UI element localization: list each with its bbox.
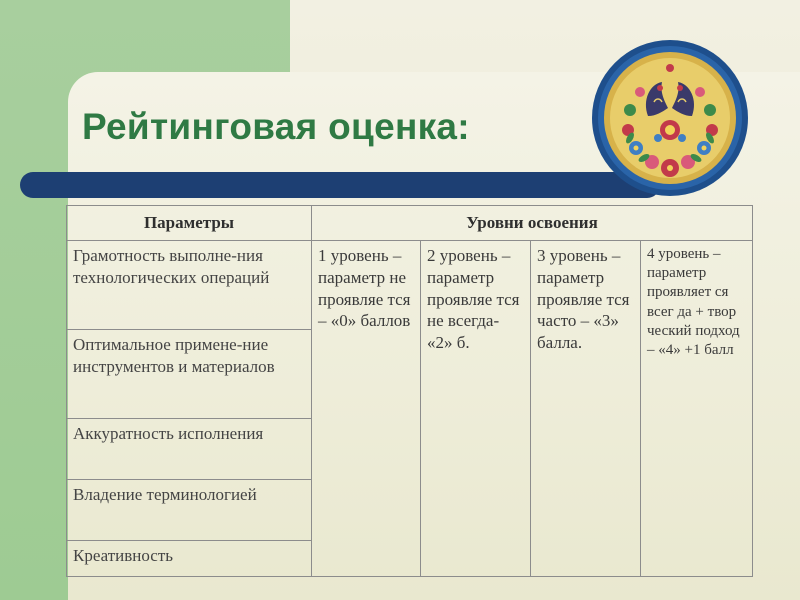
- level-2-cell: 2 уровень – параметр проявляе тся не всегда- «2» б.: [421, 241, 531, 577]
- parameter-cell: Грамотность выполне-ния технологических операций: [67, 241, 312, 330]
- level-1-cell: 1 уровень – параметр не проявляе тся – «0» баллов: [312, 241, 421, 577]
- parameter-cell: Оптимальное примене-ние инструментов и материалов: [67, 330, 312, 419]
- header-levels: Уровни освоения: [312, 206, 753, 241]
- level-3-cell: 3 уровень – параметр проявляе тся часто – «3» балла.: [531, 241, 641, 577]
- parameter-cell: Аккуратность исполнения: [67, 419, 312, 480]
- title-underline-bar: [20, 172, 660, 198]
- parameter-cell: Креативность: [67, 540, 312, 576]
- page-title: Рейтинговая оценка:: [82, 106, 470, 147]
- rating-table: [66, 205, 753, 577]
- parameter-cell: Владение терминологией: [67, 479, 312, 540]
- level-4-cell: 4 уровень – параметр проявляет ся всег да + твор ческий подход – «4» +1 балл: [641, 241, 753, 577]
- folk-art-plate-icon: [590, 38, 750, 198]
- header-parameters: Параметры: [67, 206, 312, 241]
